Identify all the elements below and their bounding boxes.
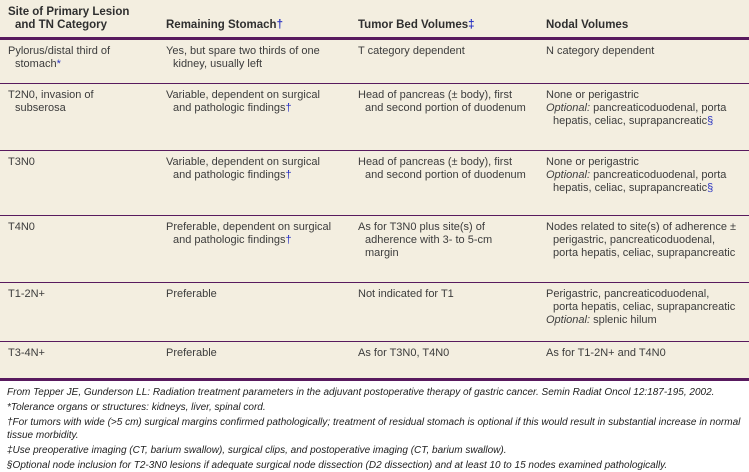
cell-text: Preferable xyxy=(166,288,217,300)
footnote-marker: † xyxy=(286,102,292,114)
cell-paragraph xyxy=(166,19,338,32)
footnote-marker: § xyxy=(707,182,713,194)
cell-text: pancreaticoduodenal, porta hepatis, celiac, suprapancreatic xyxy=(553,169,726,194)
emphasized-text: Optional: xyxy=(546,102,590,114)
cell-paragraph xyxy=(358,89,526,115)
column-header-remaining-stomach xyxy=(158,0,350,39)
cell-paragraph xyxy=(546,221,737,260)
cell-tumor-bed-volumes xyxy=(350,283,538,342)
cell-text: Head of pancreas (± body), first and second portion of duodenum xyxy=(358,89,526,114)
cell-text: Preferable xyxy=(166,347,217,359)
table-row-t4n0 xyxy=(0,216,749,283)
emphasized-text: Optional: xyxy=(546,169,590,181)
cell-paragraph xyxy=(546,288,737,314)
cell-text: Pylorus/distal third of stomach xyxy=(8,45,110,70)
cell-paragraph xyxy=(546,314,737,327)
cell-text: N category dependent xyxy=(546,45,654,57)
footnote-section: §Optional node inclusion for T2-3N0 lesions if adequate surgical node dissection (D2 dissection) and at least 10 to 15 nodes examined pathologically. xyxy=(7,460,741,472)
cell-remaining-stomach xyxy=(158,216,350,283)
cell-text: T3N0 xyxy=(8,156,35,168)
footnote-marker: † xyxy=(286,234,292,246)
cell-tumor-bed-volumes xyxy=(350,342,538,380)
footnote-marker: † xyxy=(277,19,283,31)
cell-text: splenic hilum xyxy=(590,314,657,326)
header-row xyxy=(0,0,749,39)
cell-site xyxy=(0,216,158,283)
cell-tumor-bed-volumes xyxy=(350,84,538,151)
footnote-marker: ‡ xyxy=(468,19,474,31)
cell-text: Variable, dependent on surgical and pathologic findings xyxy=(166,156,320,181)
cell-text: Yes, but spare two thirds of one kidney, usually left xyxy=(166,45,320,70)
cell-paragraph xyxy=(166,288,338,301)
cell-paragraph xyxy=(358,19,526,32)
cell-text: Site of Primary Lesion and TN Category xyxy=(8,6,129,31)
cell-text: As for T3N0 plus site(s) of adherence with 3- to 5-cm margin xyxy=(358,221,492,259)
cell-paragraph xyxy=(546,156,737,169)
cell-paragraph xyxy=(546,45,737,58)
cell-text: Variable, dependent on surgical and pathologic findings xyxy=(166,89,320,114)
column-header-tumor-bed-volumes xyxy=(350,0,538,39)
cell-site xyxy=(0,342,158,380)
cell-paragraph xyxy=(546,169,737,195)
cell-remaining-stomach xyxy=(158,283,350,342)
table-row-pylorus xyxy=(0,39,749,84)
cell-nodal-volumes xyxy=(538,84,749,151)
cell-text: Preferable, dependent on surgical and pathologic findings xyxy=(166,221,331,246)
footnotes xyxy=(0,387,749,472)
footnote-asterisk: *Tolerance organs or structures: kidneys, liver, spinal cord. xyxy=(7,402,741,415)
cell-text: Nodal Volumes xyxy=(546,19,628,31)
cell-remaining-stomach xyxy=(158,342,350,380)
cell-paragraph xyxy=(8,89,146,115)
cell-paragraph xyxy=(8,6,146,32)
cell-tumor-bed-volumes xyxy=(350,151,538,216)
cell-text: None or perigastric xyxy=(546,156,639,168)
cell-text: Remaining Stomach xyxy=(166,19,277,31)
table-row-t2n0 xyxy=(0,84,749,151)
column-header-site-tn-category xyxy=(0,0,158,39)
cell-paragraph xyxy=(166,45,338,71)
cell-nodal-volumes xyxy=(538,283,749,342)
cell-site xyxy=(0,84,158,151)
cell-paragraph xyxy=(358,221,526,260)
cell-paragraph xyxy=(8,347,146,360)
cell-text: As for T3N0, T4N0 xyxy=(358,347,449,359)
cell-site xyxy=(0,39,158,84)
cell-remaining-stomach xyxy=(158,151,350,216)
cell-text: T3-4N+ xyxy=(8,347,45,359)
cell-paragraph xyxy=(8,156,146,169)
cell-paragraph xyxy=(358,45,526,58)
cell-text: Head of pancreas (± body), first and second portion of duodenum xyxy=(358,156,526,181)
column-header-nodal-volumes xyxy=(538,0,749,39)
cell-nodal-volumes xyxy=(538,342,749,380)
cell-text: T category dependent xyxy=(358,45,465,57)
cell-text: None or perigastric xyxy=(546,89,639,101)
cell-tumor-bed-volumes xyxy=(350,216,538,283)
cell-remaining-stomach xyxy=(158,84,350,151)
cell-remaining-stomach xyxy=(158,39,350,84)
cell-paragraph xyxy=(358,156,526,182)
cell-paragraph xyxy=(546,19,737,32)
cell-paragraph xyxy=(546,102,737,128)
cell-text: T4N0 xyxy=(8,221,35,233)
cell-paragraph xyxy=(8,221,146,234)
cell-tumor-bed-volumes xyxy=(350,39,538,84)
cell-text: Tumor Bed Volumes xyxy=(358,19,468,31)
cell-paragraph xyxy=(166,156,338,182)
cell-paragraph xyxy=(8,288,146,301)
table-row-t3-4n-plus xyxy=(0,342,749,380)
cell-paragraph xyxy=(166,221,338,247)
cell-site xyxy=(0,151,158,216)
cell-paragraph xyxy=(166,347,338,360)
footnote-marker: * xyxy=(57,58,61,70)
cell-paragraph xyxy=(546,89,737,102)
emphasized-text: Optional: xyxy=(546,314,590,326)
cell-paragraph xyxy=(358,288,526,301)
cell-text: Nodes related to site(s) of adherence ± perigastric, pancreaticoduodenal, porta hepatis, celiac, suprapancreatic xyxy=(546,221,736,259)
cell-paragraph xyxy=(8,45,146,71)
cell-text: Not indicated for T1 xyxy=(358,288,454,300)
footnote-source-citation: From Tepper JE, Gunderson LL: Radiation treatment parameters in the adjuvant postoperative therapy of gastric cancer. Semin Radiat Oncol 12:187-195, 2002. xyxy=(7,387,741,400)
cell-site xyxy=(0,283,158,342)
footnote-marker: † xyxy=(286,169,292,181)
footnote-dagger: †For tumors with wide (>5 cm) surgical margins confirmed pathologically; treatment of residual stomach is optional if this would result in substantial increase in normal tissue morbidity. xyxy=(7,417,741,442)
cell-text: pancreaticoduodenal, porta hepatis, celiac, suprapancreatic xyxy=(553,102,726,127)
footnote-double-dagger: ‡Use preoperative imaging (CT, barium swallow), surgical clips, and postoperative imaging (CT, barium swallow). xyxy=(7,445,741,458)
table-row-t3n0 xyxy=(0,151,749,216)
cell-paragraph xyxy=(166,89,338,115)
cell-text: T2N0, invasion of subserosa xyxy=(8,89,94,114)
cell-text: As for T1-2N+ and T4N0 xyxy=(546,347,666,359)
cell-paragraph xyxy=(546,347,737,360)
table-row-t1-2n-plus xyxy=(0,283,749,342)
cell-nodal-volumes xyxy=(538,39,749,84)
cell-nodal-volumes xyxy=(538,216,749,283)
cell-paragraph xyxy=(358,347,526,360)
footnote-marker: § xyxy=(707,115,713,127)
cell-nodal-volumes xyxy=(538,151,749,216)
cell-text: Perigastric, pancreaticoduodenal, porta hepatis, celiac, suprapancreatic xyxy=(546,288,735,313)
cell-text: T1-2N+ xyxy=(8,288,45,300)
